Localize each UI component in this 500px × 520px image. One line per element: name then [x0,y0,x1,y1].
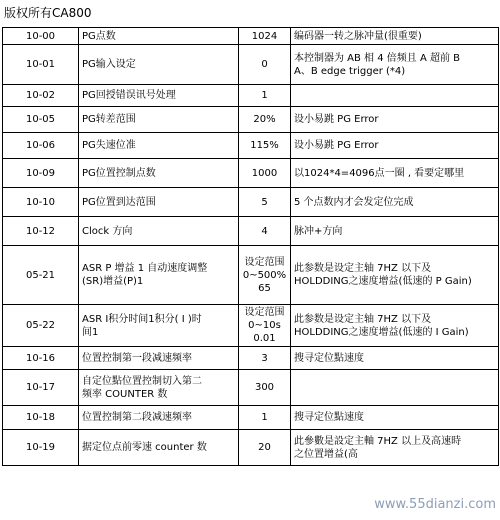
param-name-line: 据定位点前零速 counter 数 [82,442,207,453]
param-code-cell: 05-21 [3,246,79,305]
param-desc-cell [291,159,499,188]
param-desc-line: 5 个点数内才会发定位完成 [294,196,414,208]
param-desc-line: 搜寻定位點速度 [294,352,364,364]
param-name-cell [79,370,239,406]
param-name-line: ASR I积分时间1积分( I )时 [82,313,202,325]
param-desc-cell [291,107,499,133]
param-desc-cell [291,133,499,159]
param-name-line: PG回授错误讯号处理 [82,90,176,101]
param-value-cell [239,28,291,45]
param-name-cell [79,430,239,466]
param-desc-cell [291,370,499,406]
param-value-line: 0~10s [248,320,281,331]
param-name-cell [79,85,239,107]
param-value-line: 1 [261,412,268,423]
param-value-line: 65 [258,282,271,294]
param-code-cell: 10-02 [3,85,79,107]
param-desc-line: 脉冲+方向 [294,225,343,237]
param-name-cell [79,347,239,370]
param-code-cell: 10-19 [3,430,79,466]
param-code-cell: 10-17 [3,370,79,406]
param-code-cell: 10-12 [3,217,79,246]
param-value-line: 0~500% [242,269,287,281]
param-value-cell [239,159,291,188]
param-value-line: 设定范围 [244,307,285,318]
param-value-line: 115% [250,140,279,151]
param-name-line: PG位置到达范围 [82,196,156,208]
param-name-line: 频率 COUNTER 数 [82,388,168,400]
site-watermark: www.55dianzi.com [374,497,496,512]
param-value-line: 300 [254,382,275,393]
param-desc-line: 此参数是设定主轴 7HZ 以下及 [294,263,432,274]
param-desc-cell [291,246,499,305]
param-value-cell [239,430,291,466]
param-name-cell [79,406,239,430]
param-name-line: PG输入设定 [82,59,136,70]
param-name-line: 自定位點位置控制切入第二 [82,375,202,387]
param-name-cell [79,45,239,85]
document-header: 版权所有CA800 [4,6,92,20]
table-row [3,217,499,246]
param-name-line: ASR P 增益 1 自动速度调整 [82,263,208,274]
param-value-line: 20 [258,442,271,453]
param-name-line: PG点数 [82,30,116,42]
param-code-cell: 10-06 [3,133,79,159]
param-value-cell [239,347,291,370]
param-name-line: Clock 方向 [82,225,133,237]
param-name-cell [79,188,239,217]
param-value-line: 1024 [251,30,278,42]
param-desc-cell [291,217,499,246]
param-name-line: 位置控制第二段减速频率 [82,412,192,423]
table-row [3,430,499,466]
param-value-cell [239,85,291,107]
param-desc-cell [291,45,499,85]
param-name-cell [79,107,239,133]
table-row [3,406,499,430]
param-desc-line: 之位置增益(高 [294,448,358,460]
param-code-cell: 05-22 [3,305,79,347]
param-name-line: PG转差范围 [82,114,136,125]
param-value-line: 5 [261,196,268,208]
param-name-cell [79,305,239,347]
table-row [3,305,499,347]
param-desc-line: HOLDDING之速度增益(低速的 P Gain) [294,276,472,287]
parameter-table [2,27,499,466]
param-desc-cell [291,28,499,45]
param-desc-line: HOLDDING之速度增益(低速的 I Gain) [294,326,469,338]
param-value-line: 1 [261,90,268,101]
table-row [3,347,499,370]
param-value-cell [239,246,291,305]
param-desc-line: 此参数是设定主轴 7HZ 以下及 [294,313,432,325]
param-value-cell [239,188,291,217]
param-value-line: 0 [261,59,268,70]
param-value-line: 1000 [251,167,278,179]
param-desc-line: 以1024*4=4096点一圈 , 看要定哪里 [294,167,465,179]
table-row [3,133,499,159]
param-code-cell: 10-09 [3,159,79,188]
param-value-cell [239,45,291,85]
param-value-cell [239,406,291,430]
param-value-cell [239,133,291,159]
param-value-line: 20% [253,114,276,125]
table-row [3,85,499,107]
param-desc-line: 设小易跳 PG Error [294,140,379,151]
param-desc-cell [291,430,499,466]
param-code-cell: 10-00 [3,28,79,45]
param-name-line: 间1 [82,326,99,338]
param-value-line: 3 [261,352,268,364]
table-row [3,188,499,217]
param-value-line: 设定范围 [244,256,285,268]
param-desc-line: 编码器一转之脉冲量(很重要) [294,30,422,42]
param-value-line: 0.01 [253,333,276,344]
param-desc-line: 搜寻定位點速度 [294,412,364,423]
param-desc-line: 本控制器为 AB 相 4 倍频且 A 超前 B [294,52,461,64]
param-desc-line: 此參數是設定主軸 7HZ 以上及高速時 [294,435,462,447]
table-row [3,45,499,85]
param-code-cell: 10-05 [3,107,79,133]
table-row [3,246,499,305]
param-name-line: (SR)增益(P)1 [82,276,144,287]
param-code-cell: 10-01 [3,45,79,85]
param-value-cell [239,305,291,347]
param-value-cell [239,370,291,406]
table-row [3,107,499,133]
param-value-line: 4 [261,225,268,237]
param-name-cell [79,133,239,159]
param-desc-cell [291,85,499,107]
table-row [3,28,499,45]
param-code-cell: 10-16 [3,347,79,370]
param-name-cell [79,159,239,188]
param-value-cell [239,107,291,133]
param-desc-line: A、B edge trigger (*4) [294,65,406,77]
param-desc-cell [291,406,499,430]
param-desc-line: 设小易跳 PG Error [294,114,379,125]
param-desc-cell [291,188,499,217]
param-name-cell [79,246,239,305]
param-code-cell: 10-10 [3,188,79,217]
param-name-line: 位置控制第一段减速频率 [82,352,192,364]
param-desc-cell [291,347,499,370]
param-name-cell [79,28,239,45]
param-name-cell [79,217,239,246]
table-row [3,159,499,188]
param-name-line: PG位置控制点数 [82,167,156,179]
param-value-cell [239,217,291,246]
param-name-line: PG失速位准 [82,140,136,151]
table-row [3,370,499,406]
param-code-cell: 10-18 [3,406,79,430]
param-desc-cell [291,305,499,347]
